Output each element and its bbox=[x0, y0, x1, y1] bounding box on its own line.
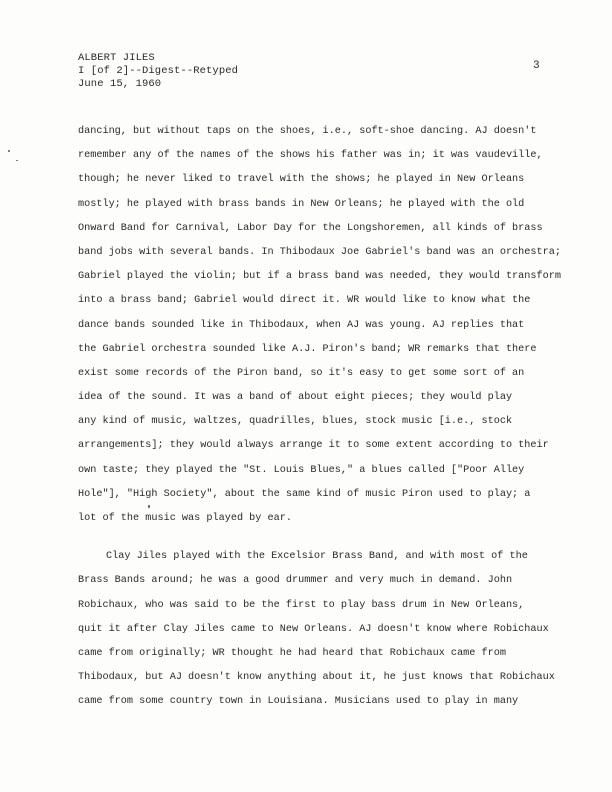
interview-date: June 15, 1960 bbox=[78, 78, 162, 90]
text-line: Onward Band for Carnival, Labor Day for the Longshoremen, all kinds of brass bbox=[78, 222, 543, 234]
text-line: dance bands sounded like in Thibodaux, when AJ was young. AJ replies that bbox=[78, 319, 525, 331]
paragraph bbox=[78, 545, 555, 714]
scan-speck bbox=[8, 150, 10, 152]
text-line: Clay Jiles played with the Excelsior Brass Band, and with most of the bbox=[106, 551, 528, 563]
text-line: Hole"], "High Society", about the same kind of music Piron used to play; a bbox=[78, 488, 531, 500]
text-line: exist some records of the Piron band, so it's easy to get some sort of an bbox=[78, 367, 525, 379]
text-line: lot of the music was played by ear. bbox=[78, 513, 292, 524]
text-line: mostly; he played with brass bands in New Orleans; he played with the old bbox=[78, 198, 525, 210]
scan-speck bbox=[148, 505, 150, 508]
text-line: the Gabriel orchestra sounded like A.J. Piron's band; WR remarks that there bbox=[78, 343, 537, 355]
text-line: remember any of the names of the shows his father was in; it was vaudeville, bbox=[78, 150, 543, 162]
text-line: own taste; they played the "St. Louis Blues," a blues called ["Poor Alley bbox=[78, 464, 525, 476]
text-line: Gabriel played the violin; but if a brass band was needed, they would transform bbox=[78, 271, 561, 283]
text-line: idea of the sound. It was a band of about eight pieces; they would play bbox=[78, 392, 513, 404]
text-line: though; he never liked to travel with the shows; he played in New Orleans bbox=[78, 174, 525, 186]
text-line: Robichaux, who was said to be the first to play bass drum in New Orleans, bbox=[78, 599, 525, 611]
text-line: quit it after Clay Jiles came to New Orleans. AJ doesn't know where Robichaux bbox=[78, 623, 549, 635]
transcript-body bbox=[78, 120, 561, 715]
page-number: 3 bbox=[533, 60, 540, 72]
paragraph bbox=[78, 120, 561, 531]
text-line: into a brass band; Gabriel would direct it. WR would like to know what the bbox=[78, 295, 531, 307]
text-line: Thibodaux, but AJ doesn't know anything about it, he just knows that Robichaux bbox=[78, 672, 555, 684]
reel-info: I [of 2]--Digest--Retyped bbox=[78, 65, 239, 77]
text-line: band jobs with several bands. In Thibodaux Joe Gabriel's band was an orchestra; bbox=[78, 246, 561, 258]
scan-speck bbox=[16, 160, 18, 161]
interviewee-name: ALBERT JILES bbox=[78, 52, 155, 64]
text-line: arrangements]; they would always arrange it to some extent according to their bbox=[78, 440, 549, 452]
paragraph-gap bbox=[78, 531, 548, 545]
text-line: dancing, but without taps on the shoes, i.e., soft-shoe dancing. AJ doesn't bbox=[78, 126, 537, 137]
text-line: Brass Bands around; he was a good drummer and very much in demand. John bbox=[78, 575, 513, 587]
text-line: came from originally; WR thought he had heard that Robichaux came from bbox=[78, 647, 506, 659]
text-line: any kind of music, waltzes, quadrilles, blues, stock music [i.e., stock bbox=[78, 416, 513, 428]
text-line: came from some country town in Louisiana. Musicians used to play in many bbox=[78, 696, 519, 708]
document-header bbox=[78, 52, 238, 91]
